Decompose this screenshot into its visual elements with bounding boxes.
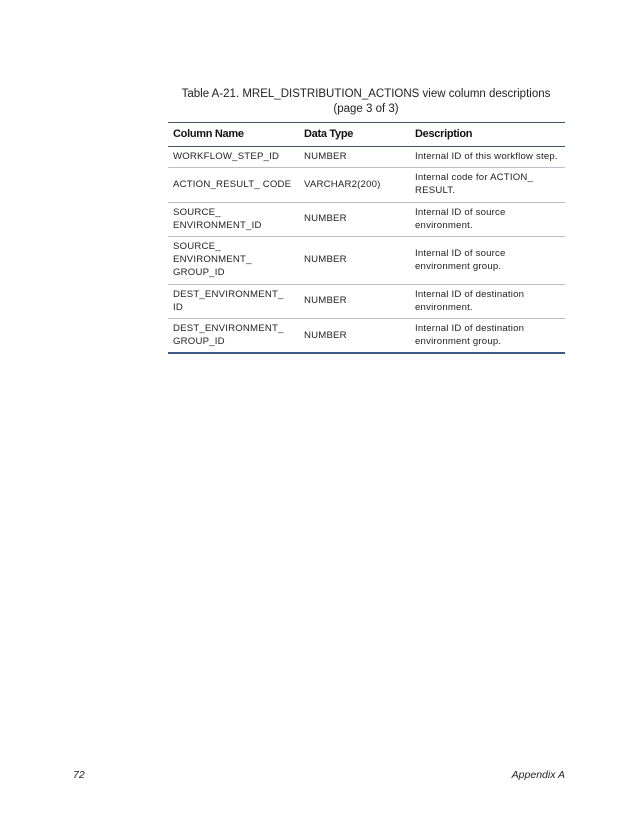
section-label: Appendix A: [511, 769, 565, 781]
cell-column-name: SOURCE_ ENVIRONMENT_ GROUP_ID: [168, 237, 299, 285]
table-row: [168, 284, 565, 318]
header-column-name: Column Name: [168, 123, 299, 147]
cell-data-type: NUMBER: [299, 319, 410, 354]
cell-data-type: NUMBER: [299, 202, 410, 236]
caption-page-indicator: (page 3 of 3): [333, 103, 399, 115]
cell-description: Internal ID of source environment.: [410, 202, 565, 236]
table-row: [168, 202, 565, 236]
cell-data-type: NUMBER: [299, 147, 410, 168]
cell-column-name: DEST_ENVIRONMENT_ GROUP_ID: [168, 319, 299, 354]
page-number: 72: [73, 769, 85, 781]
cell-data-type: NUMBER: [299, 237, 410, 285]
table-row: [168, 147, 565, 168]
column-descriptions-table: [168, 122, 565, 354]
header-description: Description: [410, 123, 565, 147]
table-row: [168, 237, 565, 285]
cell-description: Internal code for ACTION_ RESULT.: [410, 168, 565, 202]
caption-title: Table A-21. MREL_DISTRIBUTION_ACTIONS view column descriptions: [181, 88, 551, 100]
cell-description: Internal ID of destination environment.: [410, 284, 565, 318]
table-row: [168, 168, 565, 202]
table-row: [168, 319, 565, 354]
cell-description: Internal ID of source environment group.: [410, 237, 565, 285]
cell-column-name: DEST_ENVIRONMENT_ ID: [168, 284, 299, 318]
cell-data-type: VARCHAR2(200): [299, 168, 410, 202]
cell-description: Internal ID of this workflow step.: [410, 147, 565, 168]
header-data-type: Data Type: [299, 123, 410, 147]
cell-column-name: ACTION_RESULT_ CODE: [168, 168, 299, 202]
table-caption: [168, 87, 564, 117]
cell-column-name: WORKFLOW_STEP_ID: [168, 147, 299, 168]
table-header-row: [168, 123, 565, 147]
cell-description: Internal ID of destination environment group.: [410, 319, 565, 354]
cell-data-type: NUMBER: [299, 284, 410, 318]
cell-column-name: SOURCE_ ENVIRONMENT_ID: [168, 202, 299, 236]
